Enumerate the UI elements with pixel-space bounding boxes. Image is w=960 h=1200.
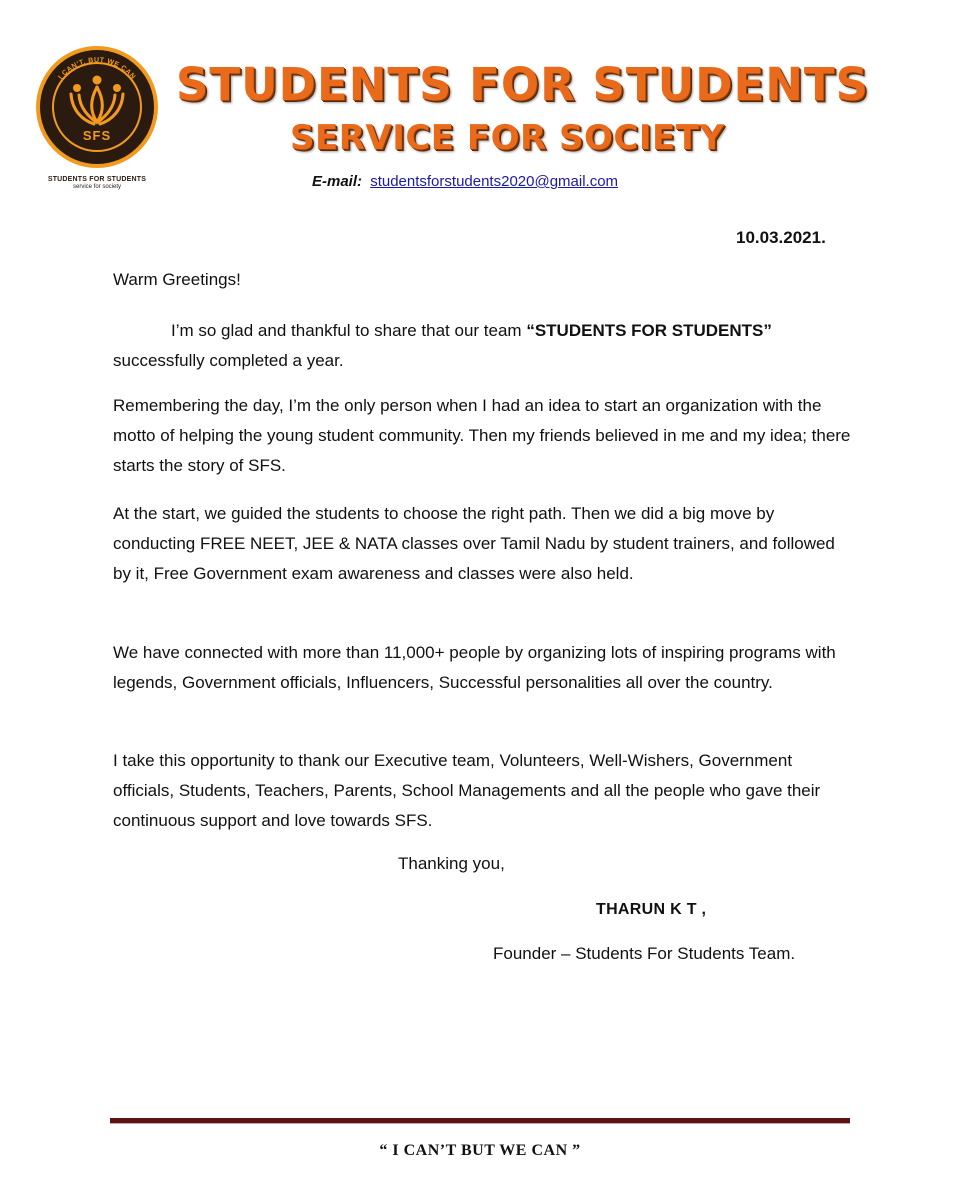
logo-caption-line2: service for society bbox=[72, 184, 121, 190]
logo-initials: SFS bbox=[82, 128, 112, 143]
organization-subtitle: SERVICE FOR SOCIETY bbox=[290, 118, 725, 158]
team-name: “STUDENTS FOR STUDENTS” bbox=[526, 321, 772, 340]
paragraph-3: At the start, we guided the students to choose the right path. Then we did a big move by conducting FREE NEET, JEE & NATA classes over Tamil Nadu by student trainers, and followed by it, Free Government exam awareness and classes were also held. bbox=[113, 504, 835, 583]
paragraph-4: We have connected with more than 11,000+ people by organizing lots of inspiring programs with legends, Government officials, Influencers, Successful personalities all over the country. bbox=[113, 643, 836, 692]
sfs-logo bbox=[34, 44, 160, 170]
signer-title: Founder – Students For Students Team. bbox=[493, 944, 796, 963]
greeting: Warm Greetings! bbox=[113, 270, 241, 289]
organization-title: STUDENTS FOR STUDENTS bbox=[176, 58, 869, 111]
email-link[interactable]: studentsforstudents2020@gmail.com bbox=[370, 173, 619, 190]
closing: Thanking you, bbox=[398, 854, 505, 873]
logo-caption bbox=[34, 176, 160, 190]
letter-date: 10.03.2021. bbox=[736, 228, 826, 247]
signer-name: THARUN K T , bbox=[596, 901, 707, 918]
logo-arc-text: I CAN'T. BUT WE CAN bbox=[57, 56, 137, 81]
logo-caption-line1: STUDENTS FOR STUDENTS bbox=[47, 176, 147, 183]
email-line bbox=[312, 173, 618, 190]
paragraph-1-end: successfully completed a year. bbox=[113, 351, 344, 370]
paragraph-1-start: I’m so glad and thankful to share that our team bbox=[171, 321, 527, 340]
paragraph-1 bbox=[113, 316, 853, 376]
footer-divider bbox=[110, 1118, 850, 1124]
email-label: E-mail: bbox=[312, 173, 363, 190]
paragraph-2: Remembering the day, I’m the only person when I had an idea to start an organization with the motto of helping the young student community. Then my friends believed in me and my idea; there starts the story of SFS. bbox=[113, 396, 851, 475]
paragraph-5: I take this opportunity to thank our Executive team, Volunteers, Well-Wishers, Government officials, Students, Teachers, Parents, School Managements and all the people who gave their continuous support and love towards SFS. bbox=[113, 751, 821, 830]
footer-motto: “ I CAN’T BUT WE CAN ” bbox=[379, 1142, 581, 1159]
